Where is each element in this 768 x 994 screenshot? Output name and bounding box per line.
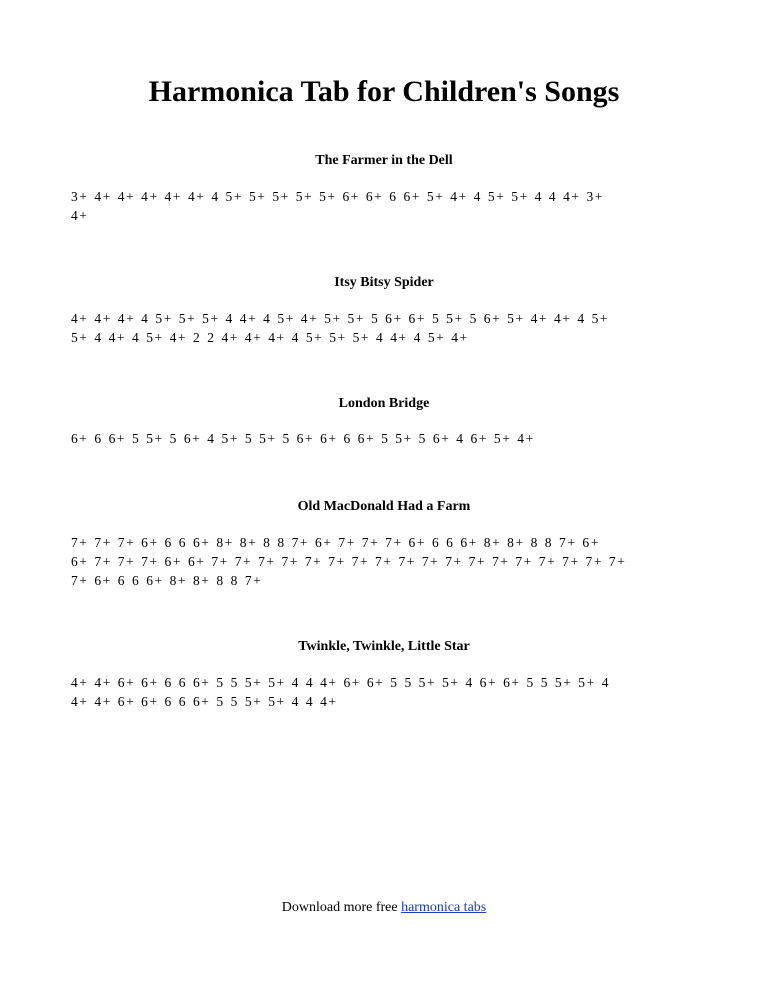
- harmonica-tabs-link[interactable]: harmonica tabs: [401, 900, 487, 915]
- tab-line: 4+: [71, 208, 89, 223]
- footer-text: Download more free: [281, 900, 402, 915]
- footer: [0, 899, 768, 917]
- tab-line: 4+ 4+ 4+ 4 5+ 5+ 5+ 4 4+ 4 5+ 4+ 5+ 5+ 5 6+ 6+ 5 5+ 5 6+ 5+ 4+ 4+ 4 5+: [71, 311, 610, 326]
- song-tab-twinkle-twinkle: [71, 673, 711, 711]
- tab-line: 4+ 4+ 6+ 6+ 6 6 6+ 5 5 5+ 5+ 4 4 4+ 6+ 6+ 5 5 5+ 5+ 4 6+ 6+ 5 5 5+ 5+ 4: [71, 675, 610, 690]
- tab-line: 7+ 6+ 6 6 6+ 8+ 8+ 8 8 7+: [71, 573, 263, 588]
- song-tab-itsy-bitsy-spider: [71, 309, 711, 347]
- song-tab-old-macdonald: [71, 533, 711, 590]
- tab-line: 6+ 7+ 7+ 7+ 6+ 6+ 7+ 7+ 7+ 7+ 7+ 7+ 7+ 7+ 7+ 7+ 7+ 7+ 7+ 7+ 7+ 7+ 7+ 7+: [71, 554, 627, 569]
- tab-line: 4+ 4+ 6+ 6+ 6 6 6+ 5 5 5+ 5+ 4 4 4+: [71, 694, 338, 709]
- document-title: Harmonica Tab for Children's Songs: [148, 75, 620, 108]
- tab-line: 6+ 6 6+ 5 5+ 5 6+ 4 5+ 5 5+ 5 6+ 6+ 6 6+ 5 5+ 5 6+ 4 6+ 5+ 4+: [71, 431, 535, 446]
- song-title-twinkle-twinkle: Twinkle, Twinkle, Little Star: [298, 639, 470, 654]
- tab-line: 5+ 4 4+ 4 5+ 4+ 2 2 4+ 4+ 4+ 4 5+ 5+ 5+ 4 4+ 4 5+ 4+: [71, 330, 469, 345]
- song-tab-farmer-in-the-dell: [71, 187, 711, 225]
- tab-line: 3+ 4+ 4+ 4+ 4+ 4+ 4 5+ 5+ 5+ 5+ 5+ 6+ 6+ 6 6+ 5+ 4+ 4 5+ 5+ 4 4 4+ 3+: [71, 189, 604, 204]
- song-tab-london-bridge: [71, 429, 711, 448]
- song-title-london-bridge: London Bridge: [338, 396, 430, 411]
- tab-line: 7+ 7+ 7+ 6+ 6 6 6+ 8+ 8+ 8 8 7+ 6+ 7+ 7+ 7+ 6+ 6 6 6+ 8+ 8+ 8 8 7+ 6+: [71, 535, 600, 550]
- song-title-itsy-bitsy-spider: Itsy Bitsy Spider: [334, 275, 434, 290]
- song-title-old-macdonald: Old MacDonald Had a Farm: [297, 499, 471, 514]
- song-title-farmer-in-the-dell: The Farmer in the Dell: [315, 153, 453, 168]
